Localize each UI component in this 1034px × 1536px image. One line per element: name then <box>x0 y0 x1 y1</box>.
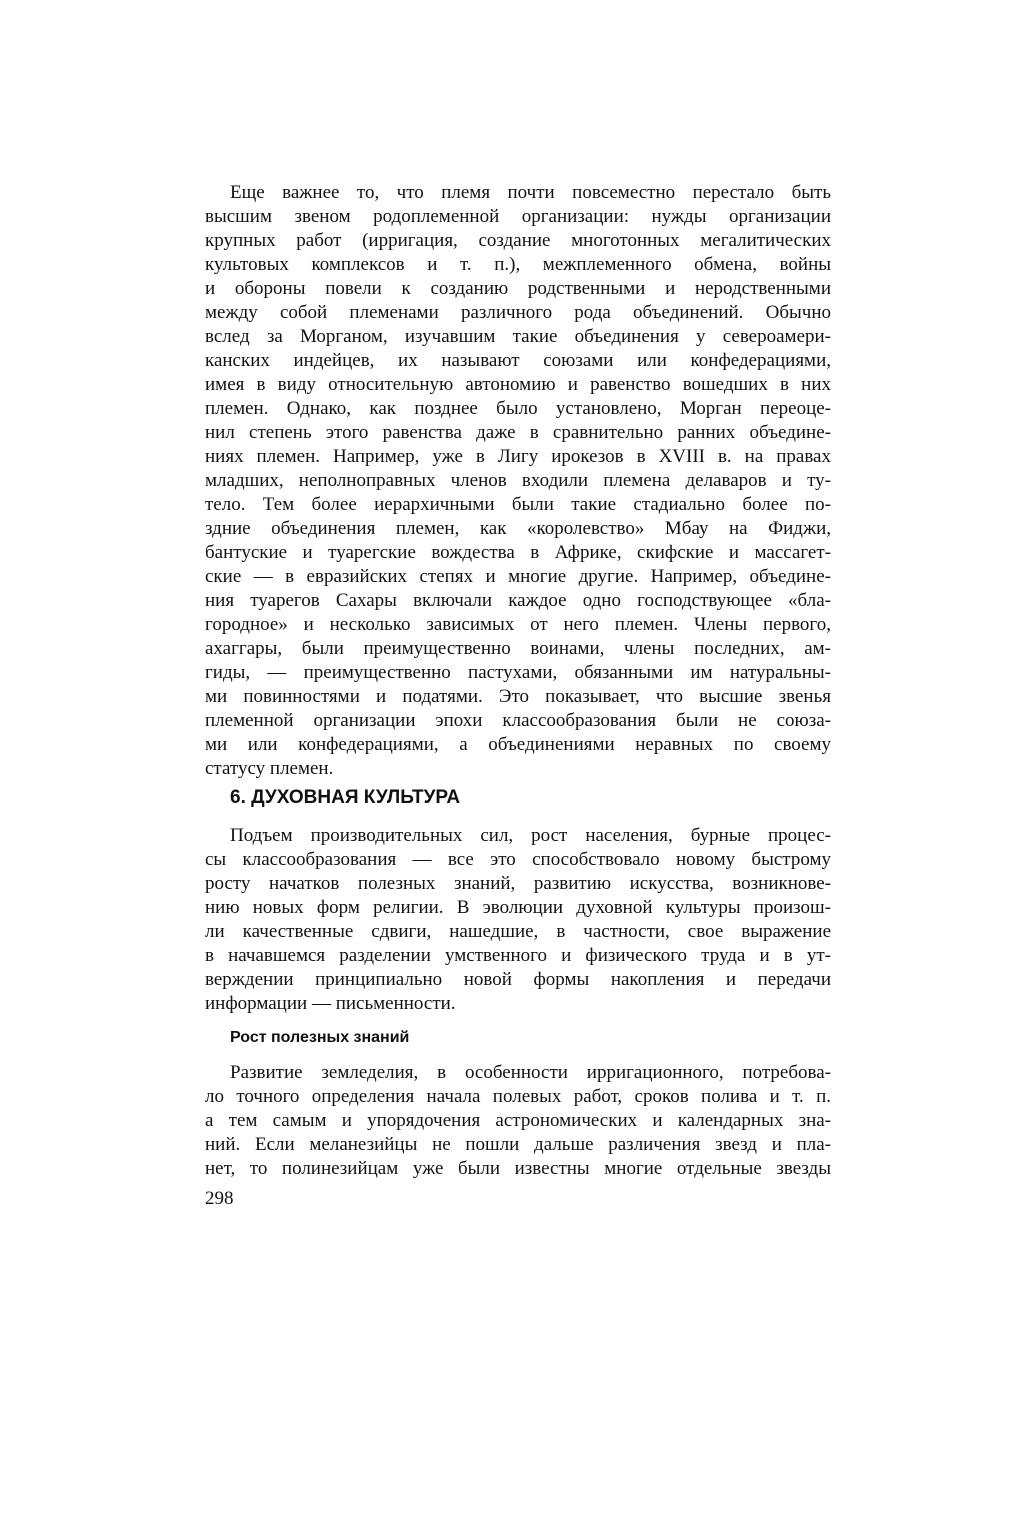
text-line: ли качественные сдвиги, нашедшие, в частности, свое выражение <box>205 921 831 942</box>
text-line: Развитие земледелия, в особенности ирригационного, потребова- <box>230 1062 831 1083</box>
text-line: статусу племен. <box>205 758 334 779</box>
text-line: верждении принципиально новой формы накопления и передачи <box>205 969 831 990</box>
text-line: высшим звеном родоплеменной организации: нужды организации <box>205 206 831 227</box>
text-line: и обороны повели к созданию родственными и неродственными <box>205 278 831 299</box>
text-line: информации — письменности. <box>205 993 456 1014</box>
text-line: племен. Однако, как позднее было установлено, Морган переоце- <box>205 398 831 419</box>
subsection-heading: Рост полезных знаний <box>230 1029 410 1046</box>
text-line: нет, то полинезийцам уже были известны многие отдельные звезды <box>205 1158 831 1179</box>
text-line: здние объединения племен, как «королевство» Мбау на Фиджи, <box>205 518 831 539</box>
text-line: младших, неполноправных членов входили племена делаваров и ту- <box>205 470 831 491</box>
text-line: ахаггары, были преимущественно воинами, члены последних, ам- <box>205 638 831 659</box>
text-line: гиды, — преимущественно пастухами, обязанными им натуральны- <box>205 662 831 683</box>
text-line: сы классообразования — все это способствовало новому быстрому <box>205 849 831 870</box>
text-line: между собой племенами различного рода объединений. Обычно <box>205 302 831 323</box>
text-line: бантуские и туарегские вождества в Африке, скифские и массагет- <box>205 542 831 563</box>
text-line: ские — в евразийских степях и многие другие. Например, объедине- <box>205 566 831 587</box>
text-line: а тем самым и упорядочения астрономических и календарных зна- <box>205 1110 831 1131</box>
text-line: канских индейцев, их называют союзами или конфедерациями, <box>205 350 831 371</box>
text-line: вслед за Морганом, изучавшим такие объединения у североамери- <box>205 326 831 347</box>
text-line: в начавшемся разделении умственного и физического труда и в ут- <box>205 945 831 966</box>
text-line: Подъем производительных сил, рост населения, бурные процес- <box>230 825 831 846</box>
text-line: ло точного определения начала полевых работ, сроков полива и т. п. <box>205 1086 831 1107</box>
text-line: культовых комплексов и т. п.), межплеменного обмена, войны <box>205 254 831 275</box>
text-line: нил степень этого равенства даже в сравнительно ранних объедине- <box>205 422 831 443</box>
text-line: ний. Если меланезийцы не пошли дальше различения звезд и пла- <box>205 1134 831 1155</box>
text-line: нию новых форм религии. В эволюции духовной культуры произош- <box>205 897 831 918</box>
text-line: ниях племен. Например, уже в Лигу ирокезов в XVIII в. на правах <box>205 446 831 467</box>
text-line: крупных работ (ирригация, создание многотонных мегалитических <box>205 230 831 251</box>
text-line: имея в виду относительную автономию и равенство вошедших в них <box>205 374 831 395</box>
text-line: росту начатков полезных знаний, развитию искусства, возникнове- <box>205 873 831 894</box>
text-line: ния туарегов Сахары включали каждое одно господствующее «бла- <box>205 590 831 611</box>
text-line: ми повинностями и податями. Это показывает, что высшие звенья <box>205 686 831 707</box>
page-number: 298 <box>205 1188 234 1209</box>
text-line: городное» и несколько зависимых от него племен. Члены первого, <box>205 614 831 635</box>
text-line: ми или конфедерациями, а объединениями неравных по своему <box>205 734 831 755</box>
text-line: племенной организации эпохи классообразования были не союза- <box>205 710 831 731</box>
text-line: Еще важнее то, что племя почти повсеместно перестало быть <box>230 182 831 203</box>
text-line: тело. Тем более иерархичными были такие стадиально более по- <box>205 494 831 515</box>
section-heading: 6. ДУХОВНАЯ КУЛЬТУРА <box>230 787 461 808</box>
